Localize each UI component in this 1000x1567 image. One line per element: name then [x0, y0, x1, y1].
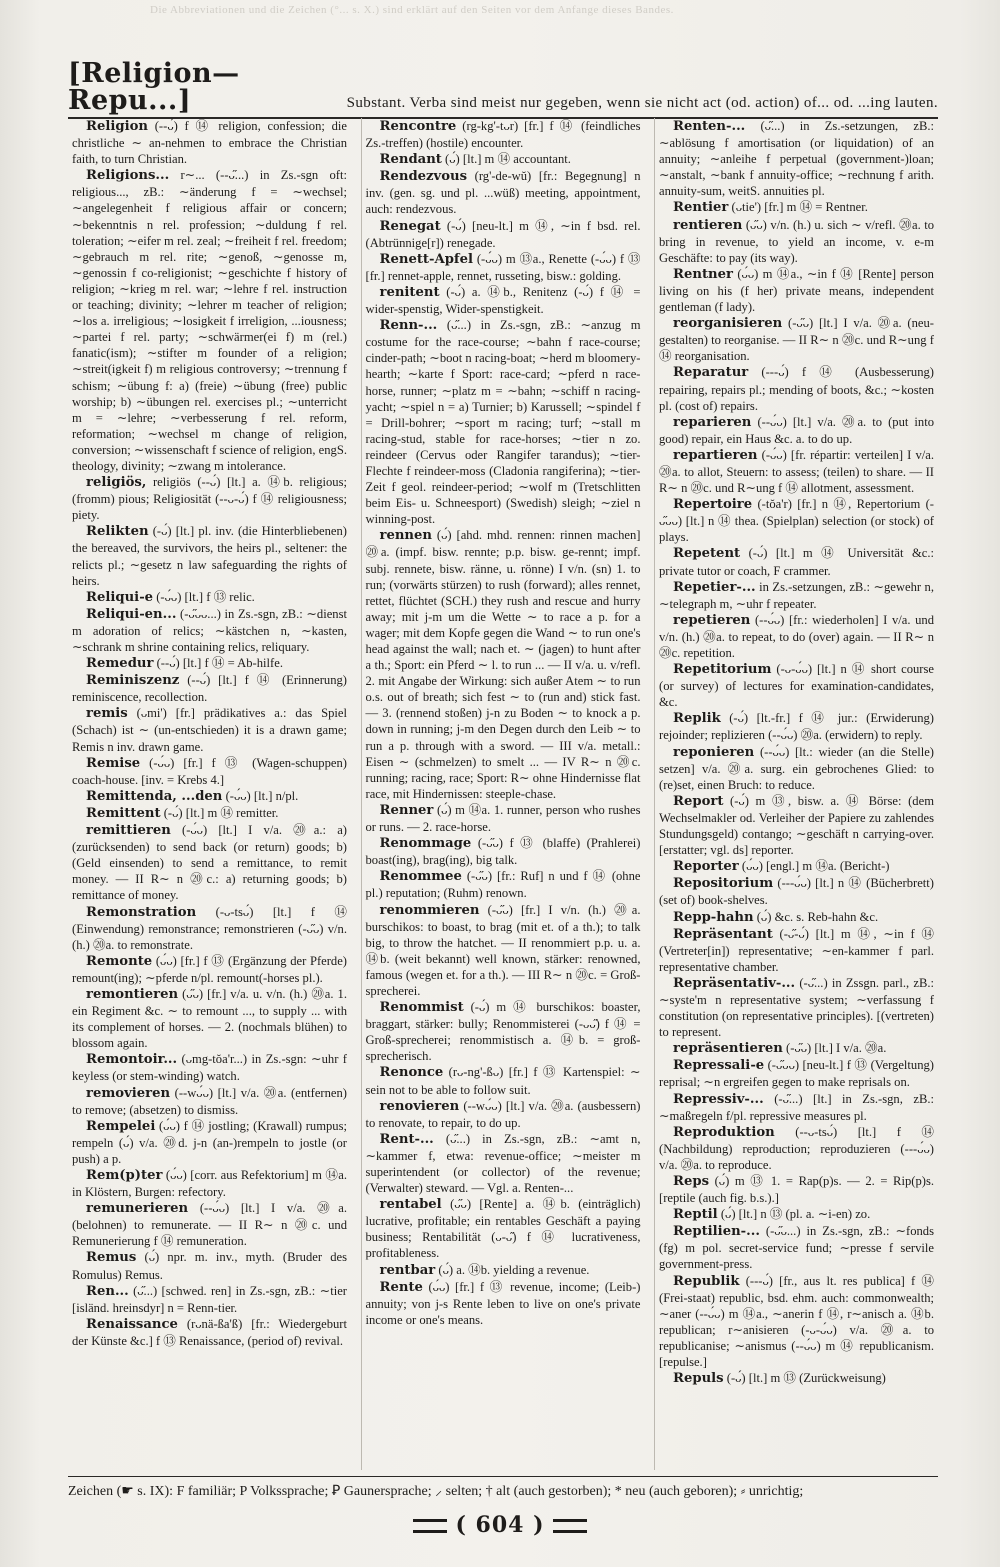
entry-definition: (ᴗ́ᴗ) [fr.] f ⑬ revenue, income; (Leib-) annuity; von j-s Rente leben to live on one's private income or one's means.	[365, 1279, 641, 1327]
entry-headword: Reliqui-e	[86, 589, 154, 605]
entry-headword: Reparatur	[673, 365, 749, 381]
entry-headword: Remittent	[86, 805, 161, 821]
dictionary-entry	[659, 118, 934, 199]
dictionary-entry	[72, 986, 347, 1051]
entry-definition: (-ᴗ́ᴗ) [fr. répartir: verteilen] I v/a. ⑳a. to allot, Steuern: to assess; (teilen) to share. — II R∼ n ⑳c. und R∼ung f ⑭ allotment, assessment.	[659, 447, 935, 496]
dictionary-entry	[72, 822, 347, 903]
entry-headword: Rente	[379, 1279, 423, 1295]
entry-headword: Renten-...	[673, 119, 746, 134]
dictionary-entry	[659, 579, 934, 612]
entry-headword: repartieren	[673, 447, 758, 463]
dictionary-entry	[366, 999, 641, 1064]
entry-definition: (-ᴗ̋-ᴗ́) [lt.] m ⑭, ∼in f ⑭ (Vertreter[in]) representative; ∼en-kammer f parl. representative chamber.	[659, 926, 935, 974]
dictionary-entry	[366, 317, 641, 527]
dictionary-entry	[659, 1173, 934, 1206]
dictionary-entry	[659, 199, 934, 216]
column-right	[654, 118, 938, 1470]
entry-headword: Repositorium	[673, 876, 774, 892]
entry-definition: (-ᴗ́) [lt.] m ⑭ remitter.	[163, 805, 279, 820]
entry-headword: Rendant	[379, 152, 442, 168]
entry-headword: repetieren	[673, 612, 751, 628]
entry-headword: repräsentieren	[673, 1041, 783, 1057]
dictionary-entry	[366, 1262, 641, 1279]
entry-definition: (rᴗ-ng'-ßᴗ) [fr.] f ⑬ Kartenspiel: ∼ sein not to be able to follow suit.	[365, 1065, 641, 1097]
dictionary-entry	[72, 1283, 347, 1316]
entry-definition: (-ᴗ́ᴗ) m ⑬a., Renette (-ᴗ́ᴗ) f ⑬ [fr.] rennet-apple, rennet, russeting, bisw.: golding.	[365, 251, 641, 283]
entry-headword: Repuls	[673, 1371, 724, 1387]
entry-definition: (ᴗ̋...) in Zs.-sgn, zB.: ∼anzug m costume for the race-course; ∼bahn f race-course; cinder-path; ∼boot n racing-boat; ∼herd m bloomery-hearth; ∼karte f Sport: race-card; ∼pferd n race-horse, runner; ∼platz m = ∼bahn; ∼schiff n racing-yacht; ∼spiel n = a) Turnier; b) Karussell; ∼spindel f = Drill-bohrer; ∼sport m racing; turf; ∼stall m racing-stud, stable for race-horses; ∼tier n zo. reindeer (Cervus oder Rangifer tarandus); ∼tier-Flechte f reindeer-moss (Cladonia rangiferina); ∼tier-Zeit f geol. reindeer-period; ∼wolf m (Tretschlitten beim Eis- u. Schneesport) (Swedish) sleigh; ∼ziel n winning-post.	[365, 318, 641, 527]
left-ornament	[413, 1519, 447, 1533]
entry-definition: (-ᴗ̋...) in Zssgn. parl., zB.: ∼syste'm n representative system; ∼verfassung f constitution (on representative principles). [(vertreten) to represent.	[659, 975, 934, 1040]
entry-definition: (-ᴗ́) m ⑭ burschikos: boaster, braggart, stärker: bully; Renommisterei (-ᴗᴗ̋) f ⑭ = Groß-sprecherei; renommistisch a. ⑭b. = groß-sprecherisch.	[365, 1000, 641, 1064]
dictionary-entry	[72, 474, 347, 523]
dictionary-entry	[366, 168, 641, 217]
entry-headword: Rendezvous	[379, 169, 468, 185]
entry-definition: (ᴗ̋ᴗ) v/n. (h.) u. sich ∼ v/refl. ⑳a. to bring in revenue, to yield an income, v. e-m Geschäfte: to pay (its way).	[659, 217, 935, 265]
dictionary-entry	[72, 672, 347, 705]
entry-headword: Reminiszenz	[86, 673, 180, 689]
entry-definition: (-ᴗ́) [neu-lt.] m ⑭, ∼in f bsd. rel. (Abtrünnige[r]) renegade.	[365, 218, 641, 250]
entry-definition: (ᴗ́) m ⑭a. 1. runner, person who rushes or runs. — 2. race-horse.	[365, 802, 641, 835]
page-number: ( 604 )	[455, 1512, 545, 1538]
dictionary-entry	[72, 606, 347, 655]
entry-definition: (ᴗ́ᴗ) f ⑭ jostling; (Krawall) rumpus; rempeln (ᴗ́) v/a. ⑳d. j-n (an-)rempeln to jostle (or push) a p.	[72, 1118, 347, 1166]
entry-definition: religiös (--ᴗ́) [lt.] a. ⑭b. religious; (fromm) pious; Religiosität (--ᴗ-ᴗ́) f ⑭ religiousness; piety.	[72, 475, 347, 523]
entry-definition: (ᴗtie') [fr.] m ⑭ = Rentner.	[731, 200, 868, 215]
dictionary-entry	[659, 1206, 934, 1223]
dictionary-entry	[72, 1085, 347, 1118]
text-columns	[68, 118, 938, 1470]
dictionary-entry	[659, 217, 934, 266]
dictionary-entry	[72, 788, 347, 805]
entry-definition: (--ᴗ́ᴗ) [lt.] I v/a. ⑳a. (belohnen) to remunerate. — II R∼ n ⑳c. und Remunerierung f ⑭ remuneration.	[72, 1201, 347, 1249]
page-number-block	[0, 1512, 1000, 1538]
entry-headword: Renner	[379, 802, 434, 818]
entry-definition: (--ᴗ́ᴗ) [lt.: wieder (an die Stelle) setzen] v/a. ⑳a. surg. ein gebrochenes Glied: to (re)set, einen Bruch: to reduce.	[659, 744, 934, 792]
entry-definition: (ᴗmi') [fr.] prädikatives a.: das Spiel (Schach) ist ∼ (un-entschieden) it is a drawn game; Remis n inv. drawn game.	[72, 706, 347, 754]
entry-headword: Renommist	[379, 1000, 464, 1016]
bleed-through-text: Die Abbreviationen und die Zeichen (°... s. X.) sind erklärt auf den Seiten vor dem Anfange dieses Bandes.	[150, 4, 674, 16]
entry-definition: (-ᴗ-tsᴗ́) [lt.] f ⑭ (Einwendung) remonstrance; remonstrieren (-ᴗ̋ᴗ) v/n. (h.) ⑳a. to remonstrate.	[72, 904, 347, 952]
entry-headword: remunerieren	[86, 1201, 189, 1217]
entry-definition: (--ᴗ-tsᴗ́) [lt.] f ⑭ (Nachbildung) reproduction; reproduzieren (---ᴗ́ᴗ) v/a. ⑳a. to reproduce.	[659, 1124, 934, 1172]
entry-definition: (--wᴗ́ᴗ) [lt.] v/a. ⑳a. (entfernen) to remove; (absetzen) to dismiss.	[72, 1085, 347, 1117]
entry-definition: (-ᴗ̋ᴗᴗ) [neu-lt.] f ⑬ (Vergeltung) reprisal; ∼n ergreifen gegen to make reprisals on.	[659, 1058, 934, 1090]
dictionary-entry	[366, 1098, 641, 1131]
dictionary-entry	[659, 1273, 934, 1371]
entry-headword: renovieren	[379, 1098, 460, 1114]
entry-definition: (ᴗmg-tŏa'r...) in Zs.-sgn: ∼uhr f keyless (or stem-winding) watch.	[72, 1052, 347, 1084]
entry-headword: Reproduktion	[673, 1124, 775, 1140]
entry-definition: (ᴗ́) npr. m. inv., myth. (Bruder des Romulus) Remus.	[72, 1250, 347, 1282]
entry-definition: (---ᴗ́) [fr., aus lt. res publica] f ⑭ (Frei-staat) republic, bsd. ehm. auch: commonwealth; ∼aner (--ᴗ́ᴗ) m ⑭a., ∼anerin f ⑭, r∼anisch a. ⑭b. republican; r∼anisieren (-ᴗ-ᴗ́ᴗ) v/a. ⑳a. to republicanise; ∼anismus (--ᴗ́ᴗ) m ⑭ republicanism. [repulse.]	[659, 1273, 934, 1370]
entry-definition: (rg'-de-wŭ) [fr.: Begegnung] n inv. (gen. sg. und pl. ...wüß) meeting, appointment, auch: rendezvous.	[365, 169, 641, 217]
dictionary-entry	[72, 705, 347, 754]
entry-definition: (ᴗ̋...) in Zs.-setzungen, zB.: ∼ablösung f amortisation (or liquidation) of an annuity; ∼anleihe f perpetual (government-)loan; ∼anstalt, ∼bank f annuity-office; ∼rechnung f arith. annuity-sum, weitS. annuities pl.	[659, 119, 934, 199]
dictionary-entry	[366, 527, 641, 802]
dictionary-entry	[366, 835, 641, 868]
entry-headword: Repertoire	[673, 497, 753, 513]
entry-definition: in Zs.-setzungen, zB.: ∼gewehr n, ∼telegraph m, ∼uhr f repeater.	[659, 579, 934, 611]
entry-definition: (--ᴗ́) [lt.] f ⑭ (Erinnerung) reminiscence, recollection.	[72, 673, 347, 705]
entry-definition: (--wᴗ́ᴗ) [lt.] v/a. ⑳a. (ausbessern) to renovate, to repair, to do up.	[365, 1098, 641, 1130]
entry-headword: rennen	[379, 528, 432, 544]
dictionary-entry	[659, 315, 934, 364]
dictionary-entry	[659, 1124, 934, 1173]
entry-headword: Reliqui-en...	[86, 606, 177, 622]
entry-headword: renitent	[379, 284, 440, 300]
dictionary-entry	[72, 755, 347, 788]
entry-definition: (-ᴗ́) [lt.] pl. inv. (die Hinterbliebenen) the bereaved, the survivors, the heirs pl., seltener: the relicts pl.; ∼gesetz n law safeguarding the rights of heirs.	[72, 524, 347, 588]
dictionary-entry	[659, 744, 934, 793]
entry-definition: (ᴗ̋ᴗ) [Rente] a. ⑭b. (einträglich) lucrative, profitable; ein rentables Geschäft a paying business; Rentabilität (ᴗ-ᴗ̋) f ⑭ lucrativeness, profitableness.	[365, 1197, 641, 1261]
entry-definition: (-ᴗ́) a. ⑭b., Renitenz (-ᴗ́) f ⑭ = wider-spenstig, Wider-spenstigkeit.	[365, 284, 641, 317]
entry-headword: Rem(p)ter	[86, 1168, 163, 1183]
entry-headword: Religions...	[86, 168, 170, 184]
entry-headword: remontieren	[86, 986, 179, 1002]
entry-headword: Republik	[673, 1273, 740, 1289]
column-middle	[361, 118, 645, 1470]
dictionary-entry	[659, 926, 934, 975]
dictionary-entry	[72, 167, 347, 474]
dictionary-entry	[72, 118, 347, 167]
dictionary-entry	[366, 118, 641, 151]
dictionary-entry	[659, 909, 934, 926]
entry-definition: (ᴗ́) &c. s. Reb-hahn &c.	[756, 909, 879, 924]
entry-headword: Renn-...	[379, 318, 438, 334]
entry-headword: rentieren	[673, 217, 743, 233]
entry-definition: (ᴗ́ᴗ) [corr. aus Refektorium] m ⑭a. in Klöstern, Burgen: refectory.	[72, 1168, 347, 1200]
dictionary-entry	[659, 447, 934, 496]
dictionary-entry	[72, 953, 347, 986]
dictionary-entry	[659, 1370, 934, 1387]
entry-definition: (ᴗ̋...) in Zs.-sgn, zB.: ∼amt n, ∼kammer f, etwa: revenue-office; ∼meister m superintendent (or collector) of the revenue; (Verwalter) steward. — Vgl. a. Renten-...	[365, 1131, 641, 1196]
entry-headword: Repräsentativ-...	[673, 975, 796, 991]
running-head: [Religion—Repu...]	[68, 58, 240, 116]
dictionary-entry	[659, 710, 934, 743]
dictionary-entry	[366, 151, 641, 168]
right-ornament	[553, 1519, 587, 1533]
entry-definition: (-ᴗ́ᴗ) [lt.] n/pl.	[225, 788, 299, 803]
dictionary-entry	[366, 251, 641, 284]
entry-definition: (-ᴗ́ᴗ) [lt.] f ⑬ relic.	[156, 589, 255, 604]
entry-headword: Remittenda, ...den	[86, 788, 223, 804]
dictionary-entry	[72, 1051, 347, 1084]
entry-headword: Repressali-e	[673, 1058, 765, 1074]
dictionary-entry	[659, 414, 934, 447]
entry-headword: Remedur	[86, 656, 154, 672]
entry-headword: rentabel	[379, 1197, 442, 1213]
entry-definition: (-ᴗ̋ᴗᴗ...) in Zs.-sgn, zB.: ∼dienst m adoration of relics; ∼kästchen n, ∼kasten, ∼schrank m shrine containing relics, reliquary.	[72, 606, 347, 654]
dictionary-entry	[72, 589, 347, 606]
entry-headword: Remontoir...	[86, 1052, 178, 1068]
entry-definition: (-ᴗ̋ᴗ) [lt.] I v/a. ⑳a. (neu-gestalten) to reorganise. — II R∼ n ⑳c. und R∼ung f ⑭ reorganisation.	[659, 316, 934, 364]
entry-definition: (ᴗ́) [lt.] n ⑬ (pl. a. ∼i-en) zo.	[720, 1207, 871, 1222]
dictionary-entry	[366, 218, 641, 251]
dictionary-entry	[72, 523, 347, 588]
dictionary-entry	[366, 1196, 641, 1261]
dictionary-entry	[659, 661, 934, 710]
entry-headword: rentbar	[379, 1262, 436, 1278]
entry-headword: Rent-...	[379, 1131, 434, 1147]
entry-definition: (---ᴗ́) f ⑭ (Ausbesserung) repairing, repairs pl.; mending of boots, &c.; ∼kosten pl. (cost of) repairs.	[659, 365, 935, 413]
entry-headword: removieren	[86, 1085, 171, 1101]
entry-definition: (-ᴗ́) m ⑬, bisw. a. ⑭ Börse: (dem Wechselmakler od. Verleiher der Papiere zu zahlendes Stundungsgeld) contango; ∼geschäft n carrying-over. [erstatter; vgl. ds] reporter.	[659, 793, 934, 858]
dictionary-entry	[72, 805, 347, 822]
dictionary-entry	[366, 1064, 641, 1097]
entry-definition: (-ᴗ̋...) [lt.] in Zs.-sgn, zB.: ∼maßregeln f/pl. repressive measures pl.	[659, 1091, 935, 1123]
entry-headword: Repp-hahn	[673, 909, 754, 925]
dictionary-entry	[72, 1200, 347, 1249]
entry-headword: reparieren	[673, 414, 752, 430]
dictionary-entry	[366, 802, 641, 835]
entry-definition: (-ᴗ-ᴗ́ᴗ) [lt.] n ⑭ short course (or survey) of lectures for examination-candidates, &c.	[659, 662, 934, 710]
entry-definition: (rg-kg'-tᴗr) [fr.] f ⑭ (feindliches Zs.-treffen) (hostile) encounter.	[365, 119, 641, 151]
dictionary-entry	[659, 1091, 934, 1124]
dictionary-entry	[659, 858, 934, 875]
entry-headword: Ren...	[86, 1283, 129, 1299]
entry-definition: (ᴗ́ᴗ) m ⑭a., ∼in f ⑭ [Rente] person living on his (f her) private means, independent gentleman (f lady).	[659, 266, 934, 315]
entry-definition: (-ᴗ́) [lt.] m ⑭ Universität &c.: private tutor or coach, F crammer.	[659, 546, 934, 578]
entry-headword: Repetent	[673, 546, 741, 562]
entry-headword: Renett-Apfel	[379, 251, 474, 267]
entry-headword: reponieren	[673, 744, 755, 760]
dictionary-entry	[659, 1057, 934, 1090]
dictionary-entry	[72, 904, 347, 953]
entry-definition: (ᴗ̋...) [schwed. ren] in Zs.-sgn, zB.: ∼tier [isländ. hreinsdyr] n = Renn-tier.	[72, 1283, 347, 1315]
entry-definition: (--ᴗ́) [lt.] f ⑭ = Ab-hilfe.	[156, 656, 283, 671]
dictionary-entry	[72, 1249, 347, 1282]
dictionary-entry	[659, 612, 934, 661]
dictionary-entry	[366, 868, 641, 901]
entry-headword: Repräsentant	[673, 926, 773, 942]
dictionary-entry	[659, 496, 934, 545]
entry-headword: Rentner	[673, 266, 733, 282]
dictionary-entry	[366, 284, 641, 317]
entry-definition: (---ᴗ́ᴗ) [lt.] n ⑭ (Bücherbrett) (set of) book-shelves.	[659, 876, 934, 908]
dictionary-entry	[659, 545, 934, 578]
entry-headword: Reptil	[673, 1207, 718, 1223]
entry-headword: Renommee	[379, 869, 462, 885]
dictionary-entry	[366, 1279, 641, 1328]
entry-headword: Reptilien-...	[673, 1224, 760, 1240]
entry-headword: remittieren	[86, 823, 171, 839]
entry-headword: Reporter	[673, 859, 739, 875]
dictionary-entry	[659, 875, 934, 908]
entry-headword: Reps	[673, 1174, 709, 1189]
entry-headword: Repetier-...	[673, 579, 756, 595]
entry-headword: Remonstration	[86, 904, 197, 920]
entry-headword: Replik	[673, 711, 721, 727]
entry-definition: (-ᴗ̋ᴗ) [lt.] I v/a. ⑳a.	[786, 1041, 887, 1056]
entry-headword: Report	[673, 793, 724, 809]
dictionary-entry	[659, 1040, 934, 1057]
symbol-legend: Zeichen (☛ s. IX): F familiär; P Volkssprache; Ꝑ Gaunersprache; ⸝ selten; † alt (auch gestorben); * neu (auch geboren); ⸗ unrichtig;	[68, 1476, 938, 1500]
entry-headword: Renommage	[379, 836, 472, 852]
entry-headword: religiös,	[86, 475, 147, 491]
entry-definition: (--ᴗ́ᴗ) [lt.] v/a. ⑳a. to (put into good) repair, ein Haus &c. a. to do up.	[659, 414, 934, 446]
entry-definition: (-ᴗ́ᴗ) [lt.] I v/a. ⑳a.: a) (zurücksenden) to send back (or return) goods; b) (Geld einsenden) to send a remittance, to remit money. — II R∼ n ⑳c.: a) returning goods; b) remittance of money.	[72, 823, 347, 903]
column-left	[68, 118, 351, 1470]
dictionary-entry	[72, 1167, 347, 1200]
entry-headword: Remus	[86, 1250, 137, 1266]
entry-headword: Repressiv-...	[673, 1091, 764, 1107]
entry-definition: (--ᴗ́ᴗ) [fr.: wiederholen] I v/a. und v/n. (h.) ⑳a. to repeat, to do (over) again. — II R∼ n ⑳c. repetition.	[659, 612, 934, 660]
entry-definition: r∼... (--ᴗ̋...) in Zs.-sgn oft: religious..., zB.: ∼änderung f = ∼wechsel; ∼angelegenheit f religious affair or concern; ∼bekenntnis n rel. profession; ∼duldung f rel. toleration; ∼eifer m rel. zeal; ∼freiheit f rel. freedom; ∼gebrauch m rel. rite; ∼genoß, ∼genosse m, ∼genossin f co-religionist; ∼geschichte f history of religion; ∼krieg m rel. war; ∼lehre f rel. instruction or teaching; divinity; ∼lehrer m teacher of religion; ∼los a. irreligious; ∼losigkeit f irreligion, ...iousness; ∼partei f rel. party; ∼schwärmer(ei f) m (rel.) fanatic(ism); ∼stifter m founder of a religion; ∼streit(igkeit f) m religious controversy; ∼trennung f schism; ∼übung f: a) (freie) ∼übung (free) public worship; b) ∼übungen rel. exercises pl.; ∼unterricht m = ∼lehre; ∼verbesserung f rel. reform, reformation; ∼wechsel m change of religion, conversion; ∼wissenschaft f science of religion, engS. theology, divinity; ∼zwang m intolerance.	[72, 168, 347, 473]
dictionary-entry	[659, 364, 934, 413]
entry-headword: Rempelei	[86, 1118, 156, 1134]
entry-definition: (-ᴗ́) [lt.-fr.] f ⑭ jur.: (Erwiderung) rejoinder; replizieren (--ᴗ́ᴗ) ⑳a. (erwidern) to reply.	[659, 711, 934, 743]
entry-definition: (rᴗnä-ßa'ß) [fr.: Wiedergeburt der Künste &c.] f ⑬ Renaissance, (period of) revival.	[72, 1316, 348, 1348]
entry-definition: (--ᴗ́) f ⑭ religion, confession; die christliche ∼ an-nehmen to embrace the Christian faith, to turn Christian.	[72, 119, 347, 167]
entry-headword: Rentier	[673, 200, 729, 216]
entry-headword: Renaissance	[86, 1316, 178, 1332]
dictionary-entry	[72, 655, 347, 672]
entry-definition: (-ᴗ́) [lt.] m ⑬ (Zurückweisung)	[726, 1371, 886, 1386]
entry-headword: Remonte	[86, 953, 153, 969]
entry-definition: (-tŏa'r) [fr.] n ⑭, Repertorium (-ᴗ̋ᴗᴗ) [lt.] n ⑭ thea. (Spielplan) selection (or stock) of plays.	[659, 497, 934, 545]
dictionary-entry	[72, 1118, 347, 1167]
entry-definition: (-ᴗ́ᴗ) [fr.] f ⑬ (Wagen-schuppen) coach-house. [inv. = Krebs 4.]	[72, 755, 347, 787]
entry-headword: Renonce	[379, 1065, 444, 1081]
entry-definition: (ᴗ́) m ⑬ 1. = Rap(p)s. — 2. = Rip(p)s. [reptile (auch fig. b.s.).]	[659, 1174, 934, 1206]
entry-definition: (-ᴗ̋ᴗ) [fr.: Ruf] n und f ⑭ (ohne pl.) reputation; (Ruhm) renown.	[365, 869, 641, 901]
entry-headword: Religion	[86, 119, 148, 134]
entry-definition: (ᴗ́) a. ⑭b. yielding a revenue.	[438, 1262, 590, 1277]
entry-definition: (-ᴗ̋ᴗ) f ⑬ (blaffe) (Prahlerei) boast(ing), brag(ing), big talk.	[365, 836, 641, 868]
entry-definition: (ᴗ́) [ahd. mhd. rennen: rinnen machen] ⑳a. (impf. bisw. rennte; p.p. bisw. ge-rennt; impf. subj. rennete, bisw. ränne, u. rönne) I v/n. (sn) 1. to run; (vorwärts stürzen) to rush (forward); alles rennet, rettet, flüchtet (SCH.) they rush and rescue and hurry away; mit j-m um die Wette ∼ to race a p. for a wager; mit dem Kopfe gegen die Wand ∼ to run one's head against the wall; nach et. ∼ (jagen) to hunt after a th.; Sport: ein Pferd ∼ l. to run ... — II v/a. u. v/refl. 2. mit Angabe der Wirkung: sich außer Atem ∼ to run o.s. out of breath; sich fest ∼ to (run and) stick fast. — 3. (rennend stoßen) j-n zu Boden ∼ to knock a p. down in running; j-m den Degen durch den Leib ∼ to run a p. through with a sword. — III v/a. metall.: Eisen ∼ (schmelzen) to smelt ... — IV R∼ n ⑳c. running; racing, race; Sport: R∼ ohne Hindernisse flat race, mit Hindernissen: steeple-chase.	[365, 528, 641, 801]
dictionary-entry	[659, 266, 934, 315]
entry-headword: Repetitorium	[673, 662, 772, 678]
entry-definition: (ᴗ́ᴗ) [engl.] m ⑭a. (Bericht-)	[741, 859, 890, 874]
entry-headword: Renegat	[379, 218, 441, 234]
dictionary-entry	[659, 793, 934, 858]
entry-headword: Remise	[86, 755, 141, 771]
entry-definition: (-ᴗ̋ᴗ) [fr.] I v/n. (h.) ⑳a. burschikos: to boast, to brag (mit et. of a th.); to talk big, to throw the hatchet. — II renommiert p.p. u. a. ⑭b. (weit bekannt) well known, stärker: renowned, famous (wegen et. for a th.). — III R∼ n ⑳c. = Groß-sprecherei.	[365, 902, 641, 998]
entry-headword: Rencontre	[379, 119, 457, 134]
entry-definition: (ᴗ́) [lt.] m ⑭ accountant.	[445, 152, 571, 167]
page-header	[68, 58, 938, 119]
header-note: Substant. Verba sind meist nur gegeben, wenn sie nicht act (od. action) of... od. ...ing lauten.	[346, 95, 938, 111]
dictionary-entry	[366, 902, 641, 1000]
dictionary-entry	[659, 975, 934, 1040]
entry-definition: (ᴗ̋ᴗ) [fr.] v/a. u. v/n. (h.) ⑳a. 1. ein Regiment &c. ∼ to remount ..., to supply ... with its complement of horses. — 2. (nochmals blühen) to blossom again.	[72, 986, 347, 1051]
dictionary-entry	[366, 1131, 641, 1196]
entry-headword: Relikten	[86, 524, 149, 540]
entry-definition: (ᴗ́ᴗ) [fr.] f ⑬ (Ergänzung der Pferde) remount(ing); ∼pferde n/pl. remount(-horses pl.).	[72, 953, 347, 985]
entry-headword: remis	[86, 706, 128, 722]
entry-headword: renommieren	[379, 902, 480, 918]
dictionary-entry	[72, 1316, 347, 1349]
entry-headword: reorganisieren	[673, 316, 783, 332]
entry-definition: (-ᴗ̋ᴗ...) in Zs.-sgn, zB.: ∼fonds (fg) m pol. secret-service fund; ∼presse f servile government-press.	[659, 1224, 934, 1272]
dictionary-entry	[659, 1223, 934, 1272]
